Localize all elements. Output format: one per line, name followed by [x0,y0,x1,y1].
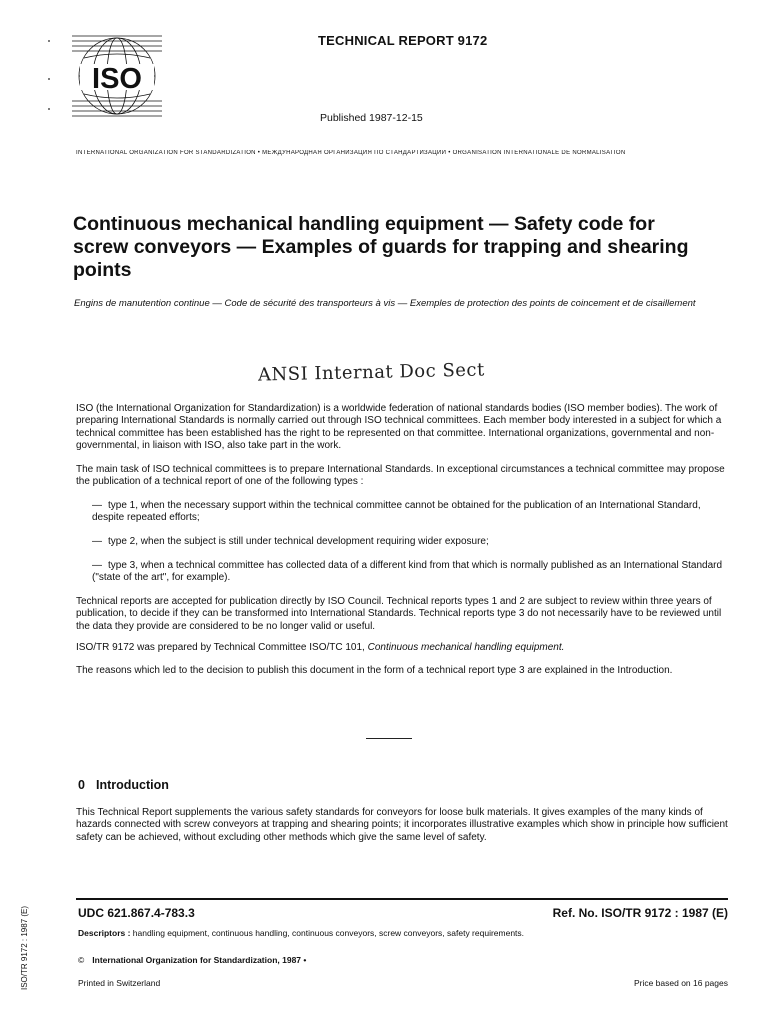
list-dash: — [92,560,102,571]
udc-number: UDC 621.867.4-783.3 [78,906,195,920]
margin-mark [48,40,50,42]
document-title: Continuous mechanical handling equipment — Safety code for screw conveyors — Examples of guards for trapping and shearing points [73,213,689,281]
iso-logo [72,30,162,122]
list-item-text: type 3, when a technical committee has collected data of a different kind from that which is normally published as an International Standard ("state of the art", for example). [92,560,723,584]
list-dash: — [92,536,102,547]
foreword-paragraph-2: The main task of ISO technical committees is to prepare International Standards. In exceptional circumstances a technical committee may propose the publication of a technical report of one of the following types : [76,464,725,488]
report-title: TECHNICAL REPORT 9172 [318,33,488,48]
foreword-paragraph-1: ISO (the International Organization for Standardization) is a worldwide federation of national standards bodies (ISO member bodies). The work of preparing International Standards is normally carried out through ISO technical committees. Each member body interested in a subject for which a technical committee has been established has the right to be represented on that committee. International organizations, governmental and non-governmental, in liaison with ISO, also take part in the work. [76,403,722,451]
copyright-line [78,955,306,965]
list-item [92,500,728,525]
printed-in: Printed in Switzerland [78,978,161,988]
ansi-stamp: ANSI Internat Doc Sect [257,359,485,386]
french-title: Engins de manutention continue — Code de sécurité des transporteurs à vis — Exemples de protection des points de coincement et de cisaillement [74,298,696,309]
foreword-paragraph-4 [76,642,728,654]
foreword-paragraph-5: The reasons which led to the decision to publish this document in the form of a technical report type 3 are explained in the Introduction. [76,665,673,676]
committee-name: Continuous mechanical handling equipment. [367,642,565,653]
foreword-paragraph-3: Technical reports are accepted for publication directly by ISO Council. Technical reports types 1 and 2 are subject to review within three years of publication, to decide if they can be transformed into International Standards. Technical reports type 3 do not necessarily have to be reviewed until the data they provide are considered to be no longer valid or useful. [76,596,722,632]
list-item-text: type 2, when the subject is still under technical development requiring wider exposure; [108,536,489,547]
copyright-text: International Organization for Standardization, 1987 • [92,955,307,965]
descriptors-label: Descriptors : [78,928,131,938]
logo-text: ISO [92,63,142,95]
reference-number: Ref. No. ISO/TR 9172 : 1987 (E) [552,906,728,920]
descriptors [78,928,524,938]
side-reference: ISO/TR 9172 : 1987 (E) [20,905,29,990]
published-date: Published 1987-12-15 [320,112,423,124]
margin-mark [48,108,50,110]
p4-prefix: ISO/TR 9172 was prepared by Technical Committee ISO/TC 101, [76,642,368,653]
footer-rule [76,898,728,900]
section-number: 0 [78,778,85,792]
list-item [92,560,728,585]
section-divider [366,738,412,739]
margin-mark [48,78,50,80]
introduction-paragraph: This Technical Report supplements the various safety standards for conveyors for loose bulk materials. It gives examples of the many kinds of hazards connected with screw conveyors at trapping and shearing points; it incorporates illustrative examples which show in principle how sufficient safety can be achieved, without excluding other methods which give the same level of safety. [76,807,728,843]
list-dash: — [92,500,102,511]
organization-line: INTERNATIONAL ORGANIZATION FOR STANDARDIZATION • МЕЖДУНАРОДНАЯ ОРГАНИЗАЦИЯ ПО СТАНДАРТИЗАЦИИ • ORGANISATION INTERNATIONALE DE NORMALISATION [76,150,626,156]
list-item-text: type 1, when the necessary support within the technical committee cannot be obtained for the publication of an International Standard, despite repeated efforts; [92,500,701,524]
price-note: Price based on 16 pages [633,978,728,988]
copyright-icon: © [78,955,85,965]
descriptors-text: handling equipment, continuous handling, continuous conveyors, screw conveyors, safety requirements. [130,928,525,938]
section-title: Introduction [96,778,169,792]
list-item [92,536,728,548]
